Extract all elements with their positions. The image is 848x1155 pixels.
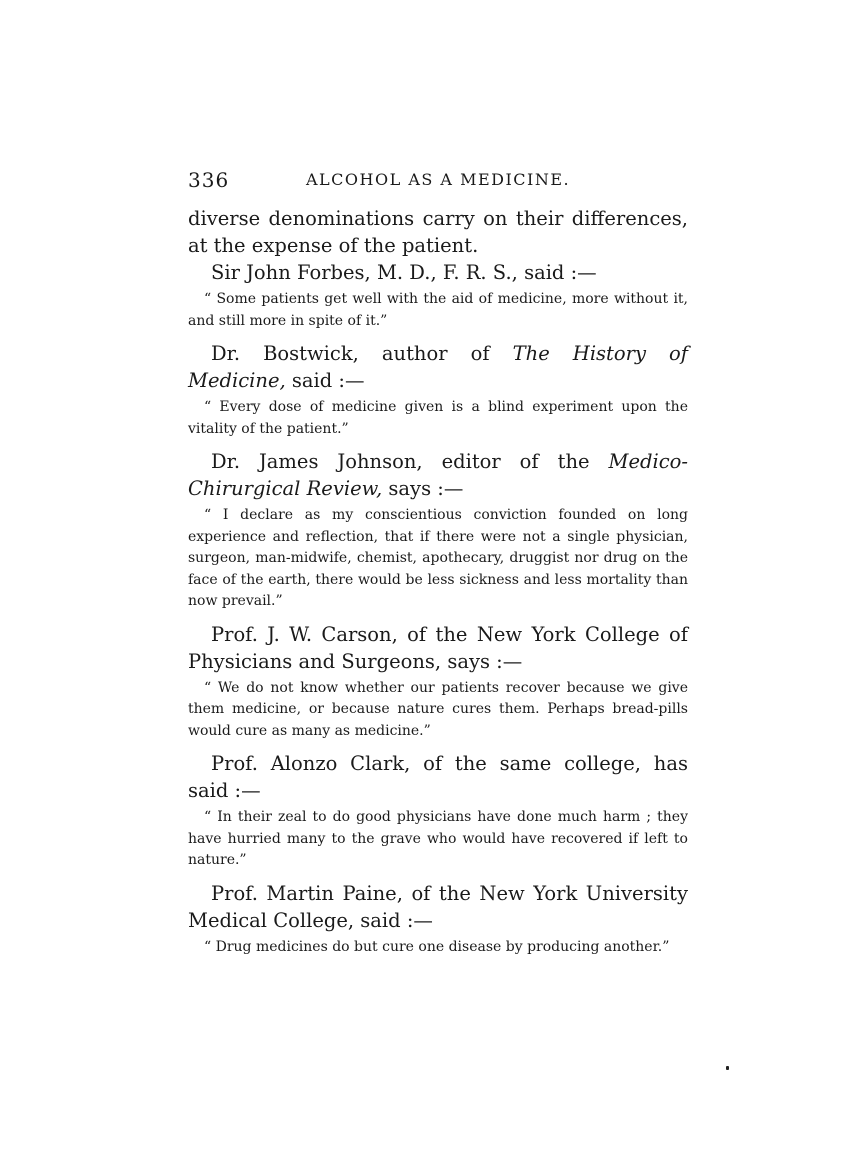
attribution-bostwick-tail: said :— (285, 369, 365, 392)
running-title: ALCOHOL AS A MEDICINE. (306, 170, 571, 189)
page-body (188, 205, 688, 968)
page-header (188, 168, 688, 194)
quote-johnson: “ I declare as my conscientious conviction founded on long experience and reflection, that if there were not a single physician, surgeon, man-midwife, chemist, apothecary, druggist nor drug on the face of the earth, there would be less sickness and less mortality than now prevail.” (188, 507, 688, 609)
attribution-bostwick-lead: Dr. Bostwick, author of (211, 342, 513, 365)
attribution-paine: Prof. Martin Paine, of the New York University Medical College, said :— (188, 881, 688, 932)
attribution-johnson (188, 448, 688, 502)
quote-forbes: “ Some patients get well with the aid of medicine, more without it, and still more in spite of it.” (188, 291, 688, 329)
paragraph-continuation: diverse denominations carry on their differences, at the expense of the patient. (188, 207, 688, 257)
quote-carson: “ We do not know whether our patients recover because we give them medicine, or because nature cures them. Perhaps bread-pills would cure as many as medicine.” (188, 679, 688, 739)
attribution-johnson-tail: says :— (382, 477, 464, 500)
page-number: 336 (188, 168, 230, 192)
quote-clark: “ In their zeal to do good physicians have done much harm ; they have hurried many to the grave who would have recovered if left to nature.” (188, 809, 688, 868)
print-speck (726, 1066, 729, 1070)
quote-bostwick: “ Every dose of medicine given is a blind experiment upon the vitality of the patient.” (188, 399, 688, 437)
book-title-history-of-medicine: The History of Medicine, (188, 342, 688, 392)
attribution-carson: Prof. J. W. Carson, of the New York College of Physicians and Surgeons, says :— (188, 622, 688, 673)
attribution-bostwick (188, 340, 688, 394)
journal-title-medico-chirurgical-review: Medico-Chirurgical Review, (188, 450, 688, 500)
quote-paine: “ Drug medicines do but cure one disease by producing another.” (204, 938, 670, 955)
attribution-johnson-lead: Dr. James Johnson, editor of the (211, 450, 609, 473)
attribution-clark: Prof. Alonzo Clark, of the same college, has said :— (188, 752, 688, 802)
attribution-forbes: Sir John Forbes, M. D., F. R. S., said :— (211, 261, 597, 284)
